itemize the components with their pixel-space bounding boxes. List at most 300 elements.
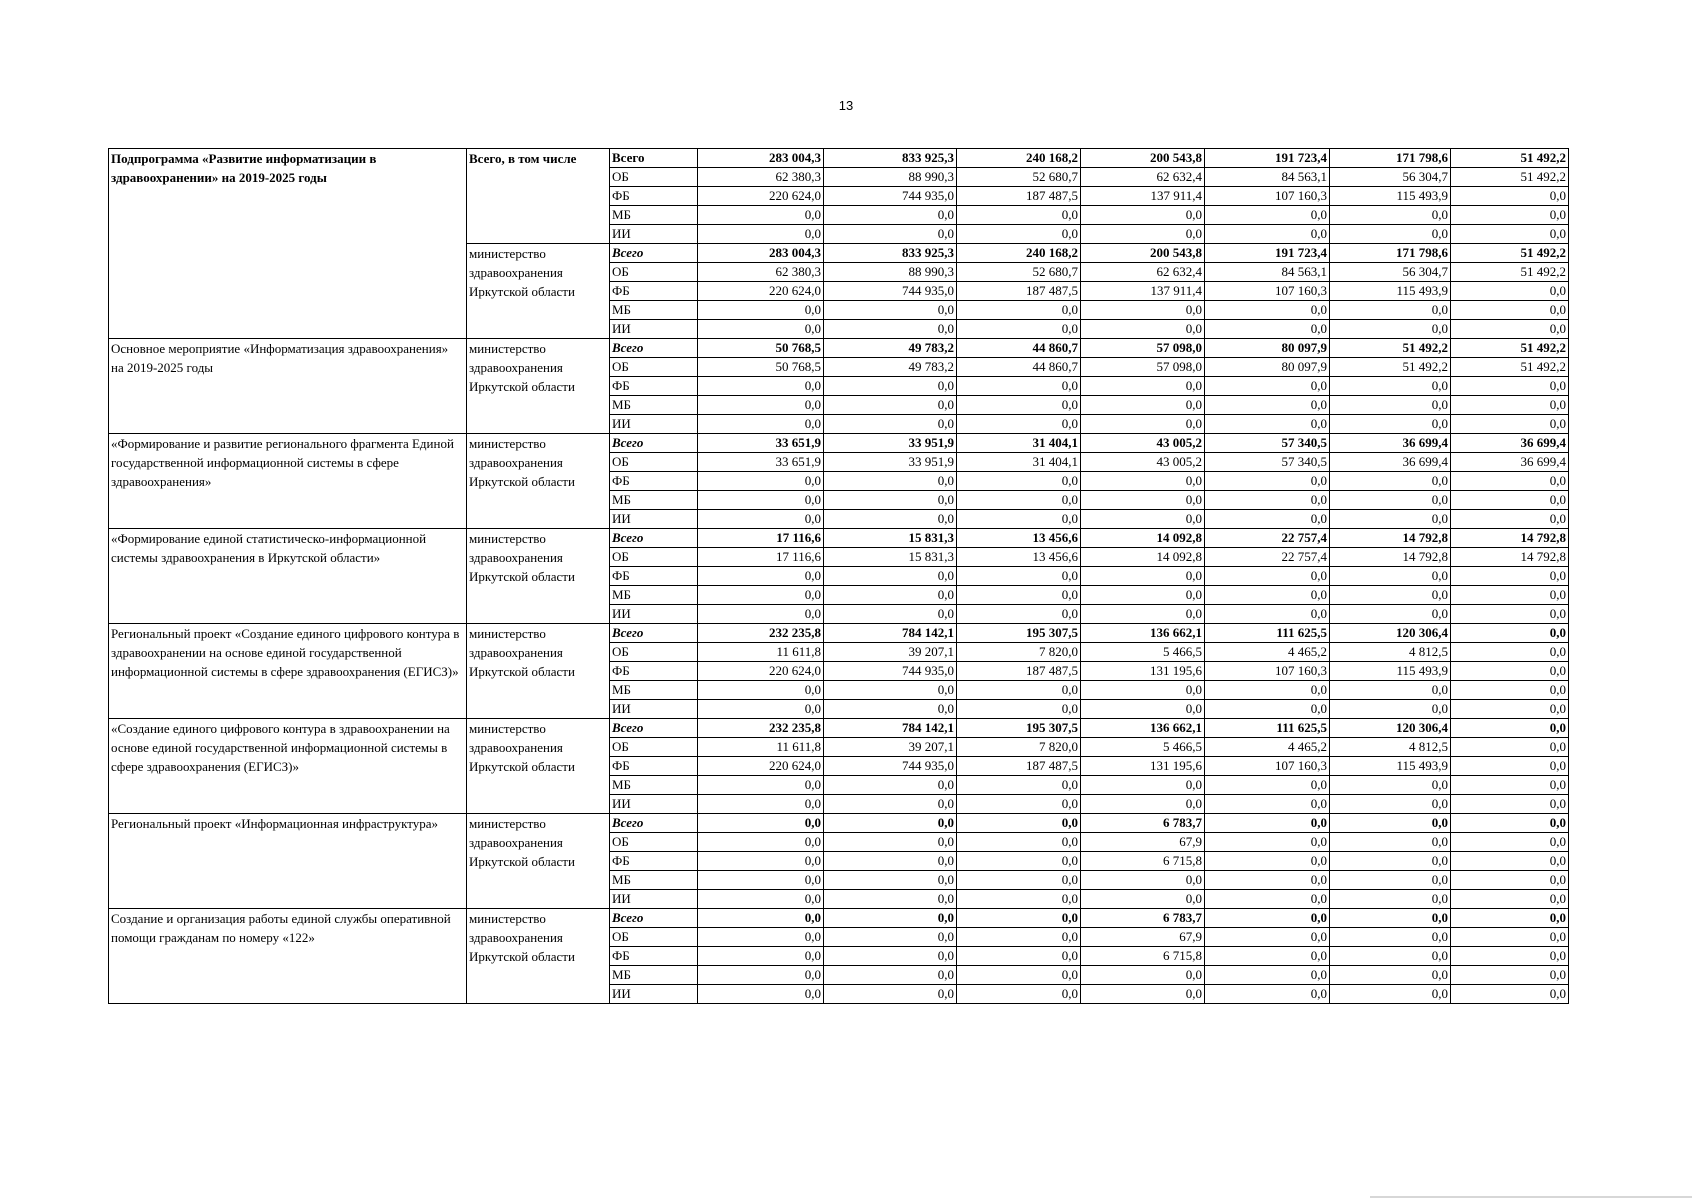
- amount-cell: 240 168,2: [957, 244, 1081, 263]
- amount-cell: 0,0: [1205, 928, 1330, 947]
- amount-cell: 50 768,5: [698, 339, 824, 358]
- amount-cell: 0,0: [698, 396, 824, 415]
- amount-cell: 0,0: [1205, 301, 1330, 320]
- funding-source-cell: МБ: [610, 681, 698, 700]
- amount-cell: 0,0: [824, 928, 957, 947]
- funding-source-cell: ИИ: [610, 605, 698, 624]
- executor-cell: министерство здравоохранения Иркутской области: [467, 719, 610, 814]
- amount-cell: 14 792,8: [1330, 548, 1451, 567]
- funding-source-cell: ФБ: [610, 282, 698, 301]
- amount-cell: 136 662,1: [1081, 624, 1205, 643]
- amount-cell: 0,0: [1330, 605, 1451, 624]
- amount-cell: 0,0: [957, 909, 1081, 928]
- amount-cell: 6 783,7: [1081, 814, 1205, 833]
- amount-cell: 0,0: [1081, 776, 1205, 795]
- amount-cell: 0,0: [698, 700, 824, 719]
- amount-cell: 283 004,3: [698, 244, 824, 263]
- amount-cell: 0,0: [1081, 605, 1205, 624]
- amount-cell: 57 340,5: [1205, 434, 1330, 453]
- funding-source-cell: ОБ: [610, 263, 698, 282]
- amount-cell: 0,0: [698, 795, 824, 814]
- amount-cell: 14 792,8: [1451, 548, 1569, 567]
- amount-cell: 0,0: [824, 681, 957, 700]
- amount-cell: 0,0: [1451, 890, 1569, 909]
- amount-cell: 49 783,2: [824, 358, 957, 377]
- amount-cell: 0,0: [1451, 472, 1569, 491]
- funding-source-cell: ИИ: [610, 225, 698, 244]
- funding-source-cell: ИИ: [610, 510, 698, 529]
- amount-cell: 11 611,8: [698, 643, 824, 662]
- funding-source-cell: ФБ: [610, 757, 698, 776]
- amount-cell: 0,0: [1451, 624, 1569, 643]
- amount-cell: 0,0: [1451, 320, 1569, 339]
- amount-cell: 0,0: [1451, 871, 1569, 890]
- amount-cell: 0,0: [824, 510, 957, 529]
- amount-cell: 31 404,1: [957, 434, 1081, 453]
- amount-cell: 0,0: [698, 871, 824, 890]
- amount-cell: 0,0: [1451, 225, 1569, 244]
- amount-cell: 0,0: [698, 301, 824, 320]
- amount-cell: 0,0: [1205, 206, 1330, 225]
- amount-cell: 62 380,3: [698, 263, 824, 282]
- funding-source-cell: ОБ: [610, 453, 698, 472]
- scan-edge-line: [1370, 1196, 1692, 1198]
- amount-cell: 36 699,4: [1330, 453, 1451, 472]
- amount-cell: 0,0: [1205, 700, 1330, 719]
- amount-cell: 0,0: [1330, 377, 1451, 396]
- funding-source-cell: ОБ: [610, 358, 698, 377]
- funding-source-cell: Всего: [610, 434, 698, 453]
- amount-cell: 0,0: [1451, 909, 1569, 928]
- amount-cell: 220 624,0: [698, 662, 824, 681]
- amount-cell: 0,0: [957, 301, 1081, 320]
- funding-source-cell: Всего: [610, 909, 698, 928]
- amount-cell: 200 543,8: [1081, 149, 1205, 168]
- program-name-cell: «Формирование и развитие регионального фрагмента Единой государственной информационной системы в сфере здравоохранения»: [109, 434, 467, 529]
- amount-cell: 0,0: [1081, 510, 1205, 529]
- funding-source-cell: Всего: [610, 339, 698, 358]
- amount-cell: 136 662,1: [1081, 719, 1205, 738]
- amount-cell: 0,0: [1330, 491, 1451, 510]
- amount-cell: 0,0: [1330, 928, 1451, 947]
- amount-cell: 62 632,4: [1081, 263, 1205, 282]
- amount-cell: 283 004,3: [698, 149, 824, 168]
- amount-cell: 0,0: [957, 415, 1081, 434]
- amount-cell: 0,0: [698, 890, 824, 909]
- amount-cell: 0,0: [698, 415, 824, 434]
- funding-source-cell: МБ: [610, 206, 698, 225]
- amount-cell: 0,0: [1451, 187, 1569, 206]
- table-row: [109, 624, 1569, 643]
- table-row: [109, 909, 1569, 928]
- amount-cell: 13 456,6: [957, 548, 1081, 567]
- amount-cell: 195 307,5: [957, 719, 1081, 738]
- amount-cell: 31 404,1: [957, 453, 1081, 472]
- amount-cell: 0,0: [1330, 871, 1451, 890]
- amount-cell: 120 306,4: [1330, 719, 1451, 738]
- amount-cell: 187 487,5: [957, 757, 1081, 776]
- amount-cell: 187 487,5: [957, 187, 1081, 206]
- amount-cell: 0,0: [824, 567, 957, 586]
- amount-cell: 0,0: [957, 871, 1081, 890]
- funding-source-cell: ФБ: [610, 567, 698, 586]
- amount-cell: 0,0: [1081, 681, 1205, 700]
- amount-cell: 0,0: [1081, 225, 1205, 244]
- amount-cell: 0,0: [957, 396, 1081, 415]
- amount-cell: 33 651,9: [698, 453, 824, 472]
- amount-cell: 4 812,5: [1330, 738, 1451, 757]
- amount-cell: 22 757,4: [1205, 548, 1330, 567]
- amount-cell: 0,0: [1205, 567, 1330, 586]
- table-row: [109, 529, 1569, 548]
- amount-cell: 0,0: [957, 852, 1081, 871]
- amount-cell: 0,0: [1451, 301, 1569, 320]
- amount-cell: 0,0: [957, 947, 1081, 966]
- amount-cell: 115 493,9: [1330, 757, 1451, 776]
- amount-cell: 0,0: [1451, 966, 1569, 985]
- amount-cell: 0,0: [1081, 491, 1205, 510]
- amount-cell: 57 098,0: [1081, 358, 1205, 377]
- amount-cell: 107 160,3: [1205, 282, 1330, 301]
- amount-cell: 0,0: [698, 947, 824, 966]
- amount-cell: 0,0: [1451, 377, 1569, 396]
- amount-cell: 84 563,1: [1205, 168, 1330, 187]
- amount-cell: 0,0: [1451, 396, 1569, 415]
- amount-cell: 744 935,0: [824, 187, 957, 206]
- amount-cell: 0,0: [1081, 966, 1205, 985]
- amount-cell: 0,0: [1081, 320, 1205, 339]
- amount-cell: 56 304,7: [1330, 168, 1451, 187]
- amount-cell: 220 624,0: [698, 757, 824, 776]
- executor-cell: министерство здравоохранения Иркутской области: [467, 339, 610, 434]
- amount-cell: 0,0: [1451, 415, 1569, 434]
- amount-cell: 44 860,7: [957, 339, 1081, 358]
- funding-source-cell: Всего: [610, 529, 698, 548]
- amount-cell: 0,0: [698, 225, 824, 244]
- amount-cell: 22 757,4: [1205, 529, 1330, 548]
- amount-cell: 107 160,3: [1205, 757, 1330, 776]
- amount-cell: 0,0: [824, 852, 957, 871]
- amount-cell: 0,0: [1081, 396, 1205, 415]
- amount-cell: 51 492,2: [1451, 358, 1569, 377]
- amount-cell: 0,0: [698, 206, 824, 225]
- amount-cell: 39 207,1: [824, 738, 957, 757]
- amount-cell: 0,0: [1330, 795, 1451, 814]
- amount-cell: 0,0: [1451, 776, 1569, 795]
- amount-cell: 52 680,7: [957, 263, 1081, 282]
- amount-cell: 0,0: [698, 510, 824, 529]
- executor-cell: министерство здравоохранения Иркутской области: [467, 529, 610, 624]
- amount-cell: 51 492,2: [1451, 263, 1569, 282]
- amount-cell: 0,0: [698, 472, 824, 491]
- funding-source-cell: ФБ: [610, 472, 698, 491]
- amount-cell: 15 831,3: [824, 548, 957, 567]
- funding-source-cell: ФБ: [610, 852, 698, 871]
- amount-cell: 0,0: [1451, 567, 1569, 586]
- amount-cell: 0,0: [1451, 586, 1569, 605]
- amount-cell: 0,0: [1205, 909, 1330, 928]
- amount-cell: 0,0: [1205, 871, 1330, 890]
- amount-cell: 0,0: [698, 966, 824, 985]
- amount-cell: 0,0: [1330, 301, 1451, 320]
- amount-cell: 14 792,8: [1330, 529, 1451, 548]
- funding-source-cell: ОБ: [610, 643, 698, 662]
- amount-cell: 191 723,4: [1205, 244, 1330, 263]
- amount-cell: 0,0: [824, 320, 957, 339]
- amount-cell: 0,0: [698, 377, 824, 396]
- amount-cell: 0,0: [957, 586, 1081, 605]
- amount-cell: 0,0: [824, 966, 957, 985]
- amount-cell: 0,0: [1330, 681, 1451, 700]
- amount-cell: 0,0: [824, 377, 957, 396]
- amount-cell: 14 792,8: [1451, 529, 1569, 548]
- amount-cell: 62 632,4: [1081, 168, 1205, 187]
- amount-cell: 0,0: [957, 814, 1081, 833]
- amount-cell: 0,0: [1205, 795, 1330, 814]
- amount-cell: 5 466,5: [1081, 643, 1205, 662]
- amount-cell: 107 160,3: [1205, 187, 1330, 206]
- amount-cell: 0,0: [824, 833, 957, 852]
- amount-cell: 67,9: [1081, 833, 1205, 852]
- table-row: [109, 719, 1569, 738]
- amount-cell: 0,0: [1451, 510, 1569, 529]
- amount-cell: 0,0: [957, 225, 1081, 244]
- amount-cell: 0,0: [698, 985, 824, 1004]
- amount-cell: 0,0: [698, 776, 824, 795]
- amount-cell: 44 860,7: [957, 358, 1081, 377]
- amount-cell: 0,0: [824, 909, 957, 928]
- amount-cell: 0,0: [698, 567, 824, 586]
- amount-cell: 0,0: [824, 947, 957, 966]
- amount-cell: 0,0: [957, 700, 1081, 719]
- amount-cell: 51 492,2: [1451, 149, 1569, 168]
- amount-cell: 0,0: [1330, 776, 1451, 795]
- executor-cell: министерство здравоохранения Иркутской области: [467, 909, 610, 1004]
- amount-cell: 784 142,1: [824, 624, 957, 643]
- amount-cell: 0,0: [957, 377, 1081, 396]
- amount-cell: 36 699,4: [1451, 434, 1569, 453]
- amount-cell: 0,0: [698, 681, 824, 700]
- amount-cell: 0,0: [1330, 586, 1451, 605]
- amount-cell: 131 195,6: [1081, 757, 1205, 776]
- amount-cell: 0,0: [957, 966, 1081, 985]
- amount-cell: 120 306,4: [1330, 624, 1451, 643]
- program-name-cell: «Формирование единой статистическо-информационной системы здравоохранения в Иркутской области»: [109, 529, 467, 624]
- executor-cell: министерство здравоохранения Иркутской области: [467, 434, 610, 529]
- amount-cell: 0,0: [1330, 909, 1451, 928]
- funding-source-cell: Всего: [610, 814, 698, 833]
- amount-cell: 36 699,4: [1330, 434, 1451, 453]
- amount-cell: 232 235,8: [698, 719, 824, 738]
- amount-cell: 0,0: [824, 890, 957, 909]
- amount-cell: 115 493,9: [1330, 662, 1451, 681]
- amount-cell: 0,0: [698, 928, 824, 947]
- amount-cell: 0,0: [1451, 491, 1569, 510]
- amount-cell: 0,0: [1081, 301, 1205, 320]
- amount-cell: 0,0: [1205, 396, 1330, 415]
- amount-cell: 0,0: [824, 814, 957, 833]
- amount-cell: 0,0: [957, 472, 1081, 491]
- funding-source-cell: ИИ: [610, 415, 698, 434]
- amount-cell: 240 168,2: [957, 149, 1081, 168]
- amount-cell: 0,0: [957, 206, 1081, 225]
- amount-cell: 0,0: [957, 510, 1081, 529]
- program-name-cell: Региональный проект «Информационная инфраструктура»: [109, 814, 467, 909]
- amount-cell: 0,0: [1205, 833, 1330, 852]
- program-name-cell: «Создание единого цифрового контура в здравоохранении на основе единой государственной информационной системы в сфере здравоохранения (ЕГИСЗ)»: [109, 719, 467, 814]
- executor-cell: министерство здравоохранения Иркутской области: [467, 624, 610, 719]
- amount-cell: 187 487,5: [957, 662, 1081, 681]
- funding-source-cell: ИИ: [610, 985, 698, 1004]
- amount-cell: 0,0: [1205, 985, 1330, 1004]
- amount-cell: 33 951,9: [824, 453, 957, 472]
- amount-cell: 4 465,2: [1205, 738, 1330, 757]
- amount-cell: 111 625,5: [1205, 624, 1330, 643]
- amount-cell: 0,0: [1330, 947, 1451, 966]
- amount-cell: 0,0: [824, 491, 957, 510]
- amount-cell: 4 465,2: [1205, 643, 1330, 662]
- amount-cell: 33 651,9: [698, 434, 824, 453]
- amount-cell: 0,0: [824, 795, 957, 814]
- amount-cell: 17 116,6: [698, 529, 824, 548]
- amount-cell: 0,0: [1081, 586, 1205, 605]
- amount-cell: 0,0: [957, 795, 1081, 814]
- amount-cell: 50 768,5: [698, 358, 824, 377]
- executor-cell: Всего, в том числе: [467, 149, 610, 244]
- amount-cell: 131 195,6: [1081, 662, 1205, 681]
- funding-source-cell: ОБ: [610, 548, 698, 567]
- amount-cell: 0,0: [1330, 320, 1451, 339]
- amount-cell: 0,0: [1330, 814, 1451, 833]
- amount-cell: 0,0: [1081, 567, 1205, 586]
- funding-source-cell: ОБ: [610, 738, 698, 757]
- amount-cell: 0,0: [1451, 206, 1569, 225]
- executor-cell: министерство здравоохранения Иркутской области: [467, 244, 610, 339]
- table-body: [109, 149, 1569, 1004]
- amount-cell: 0,0: [824, 776, 957, 795]
- amount-cell: 0,0: [1205, 890, 1330, 909]
- amount-cell: 0,0: [1451, 282, 1569, 301]
- amount-cell: 67,9: [1081, 928, 1205, 947]
- amount-cell: 0,0: [1330, 206, 1451, 225]
- amount-cell: 232 235,8: [698, 624, 824, 643]
- amount-cell: 0,0: [698, 852, 824, 871]
- funding-source-cell: Всего: [610, 624, 698, 643]
- amount-cell: 0,0: [1330, 567, 1451, 586]
- amount-cell: 6 783,7: [1081, 909, 1205, 928]
- funding-source-cell: Всего: [610, 149, 698, 168]
- amount-cell: 0,0: [957, 491, 1081, 510]
- funding-source-cell: ОБ: [610, 833, 698, 852]
- amount-cell: 14 092,8: [1081, 548, 1205, 567]
- amount-cell: 744 935,0: [824, 282, 957, 301]
- amount-cell: 0,0: [1205, 852, 1330, 871]
- amount-cell: 51 492,2: [1330, 358, 1451, 377]
- funding-source-cell: ФБ: [610, 947, 698, 966]
- amount-cell: 0,0: [957, 890, 1081, 909]
- amount-cell: 0,0: [957, 320, 1081, 339]
- amount-cell: 0,0: [1205, 472, 1330, 491]
- amount-cell: 51 492,2: [1451, 339, 1569, 358]
- program-name-cell: Подпрограмма «Развитие информатизации в здравоохранении» на 2019-2025 годы: [109, 149, 467, 339]
- amount-cell: 33 951,9: [824, 434, 957, 453]
- amount-cell: 0,0: [1451, 852, 1569, 871]
- amount-cell: 0,0: [1081, 415, 1205, 434]
- funding-source-cell: ИИ: [610, 795, 698, 814]
- amount-cell: 784 142,1: [824, 719, 957, 738]
- amount-cell: 0,0: [1451, 719, 1569, 738]
- amount-cell: 0,0: [1451, 605, 1569, 624]
- amount-cell: 0,0: [1451, 681, 1569, 700]
- amount-cell: 84 563,1: [1205, 263, 1330, 282]
- amount-cell: 0,0: [1330, 890, 1451, 909]
- amount-cell: 43 005,2: [1081, 453, 1205, 472]
- amount-cell: 0,0: [1451, 985, 1569, 1004]
- amount-cell: 137 911,4: [1081, 187, 1205, 206]
- amount-cell: 0,0: [1081, 206, 1205, 225]
- amount-cell: 0,0: [957, 928, 1081, 947]
- funding-source-cell: МБ: [610, 301, 698, 320]
- amount-cell: 220 624,0: [698, 282, 824, 301]
- page-number: 13: [838, 98, 854, 113]
- amount-cell: 171 798,6: [1330, 149, 1451, 168]
- amount-cell: 195 307,5: [957, 624, 1081, 643]
- amount-cell: 6 715,8: [1081, 947, 1205, 966]
- amount-cell: 833 925,3: [824, 244, 957, 263]
- amount-cell: 0,0: [698, 605, 824, 624]
- table-row: [109, 434, 1569, 453]
- program-name-cell: Создание и организация работы единой службы оперативной помощи гражданам по номеру «122»: [109, 909, 467, 1004]
- amount-cell: 0,0: [698, 491, 824, 510]
- amount-cell: 39 207,1: [824, 643, 957, 662]
- amount-cell: 51 492,2: [1451, 244, 1569, 263]
- amount-cell: 0,0: [957, 985, 1081, 1004]
- program-name-cell: Региональный проект «Создание единого цифрового контура в здравоохранении на основе единой государственной информационной системы в сфере здравоохранения (ЕГИСЗ)»: [109, 624, 467, 719]
- amount-cell: 833 925,3: [824, 149, 957, 168]
- amount-cell: 0,0: [1330, 415, 1451, 434]
- amount-cell: 0,0: [824, 871, 957, 890]
- amount-cell: 0,0: [824, 206, 957, 225]
- amount-cell: 0,0: [698, 320, 824, 339]
- amount-cell: 0,0: [1330, 396, 1451, 415]
- amount-cell: 6 715,8: [1081, 852, 1205, 871]
- amount-cell: 744 935,0: [824, 757, 957, 776]
- funding-source-cell: ФБ: [610, 377, 698, 396]
- funding-source-cell: ИИ: [610, 890, 698, 909]
- amount-cell: 0,0: [824, 415, 957, 434]
- amount-cell: 0,0: [1205, 947, 1330, 966]
- amount-cell: 80 097,9: [1205, 358, 1330, 377]
- amount-cell: 0,0: [1205, 225, 1330, 244]
- amount-cell: 13 456,6: [957, 529, 1081, 548]
- amount-cell: 7 820,0: [957, 643, 1081, 662]
- amount-cell: 115 493,9: [1330, 282, 1451, 301]
- amount-cell: 0,0: [1205, 415, 1330, 434]
- amount-cell: 0,0: [1451, 814, 1569, 833]
- amount-cell: 88 990,3: [824, 263, 957, 282]
- amount-cell: 15 831,3: [824, 529, 957, 548]
- amount-cell: 51 492,2: [1451, 168, 1569, 187]
- amount-cell: 57 098,0: [1081, 339, 1205, 358]
- table-row: [109, 149, 1569, 168]
- amount-cell: 0,0: [957, 605, 1081, 624]
- amount-cell: 0,0: [1451, 928, 1569, 947]
- amount-cell: 0,0: [1205, 377, 1330, 396]
- amount-cell: 0,0: [1330, 985, 1451, 1004]
- amount-cell: 0,0: [1330, 700, 1451, 719]
- amount-cell: 0,0: [1205, 966, 1330, 985]
- funding-source-cell: ОБ: [610, 168, 698, 187]
